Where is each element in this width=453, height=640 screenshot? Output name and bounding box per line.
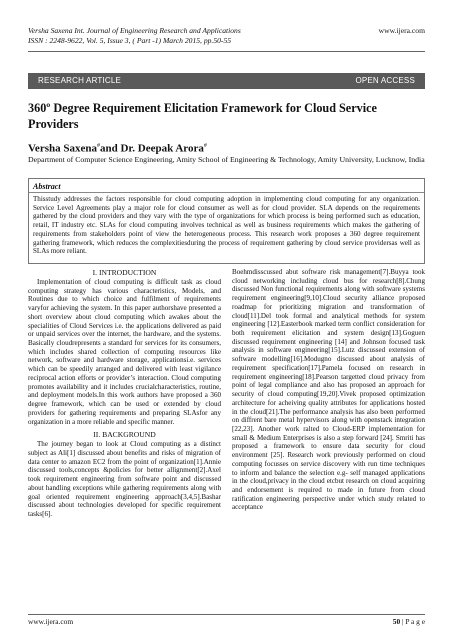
footer-url[interactable]: www.ijera.com [28, 617, 74, 626]
affiliation: Department of Computer Science Engineering, Amity School of Engineering & Technology, Amity University, Lucknow, India [28, 155, 425, 164]
author-secondary-mark: # [203, 143, 207, 149]
article-type-band [28, 73, 425, 89]
left-column [28, 268, 221, 519]
author-primary: Versha Saxena [28, 142, 97, 155]
journal-url[interactable]: www.ijera.com [378, 26, 425, 35]
abstract-box [28, 178, 425, 264]
author-line [28, 140, 207, 156]
header-divider [28, 51, 425, 52]
issn-line: ISSN : 2248-9622, Vol. 5, Issue 3, ( Part -1) March 2015, pp.50-55 [28, 36, 232, 45]
paper-title: 360º Degree Requirement Elicitation Framework for Cloud Service Providers [28, 101, 377, 131]
introduction-text: Implementation of cloud computing is difficult task as cloud computing strategy has various characteristics, Models, and Routines due to which choice and fulfilment of requirements varyfor achieving the system. In this paper authorshave presented a short overview about cloud computing which awakes about the specialities of Cloud Services i.e. the applications delivered as paid or unpaid services over the internet, the hardware, and the systems. Basically cloudrepresents a standard for services for its consumers, which includes shared collection of computing resources like network, software and hardware storage, applicationsi.e. services which can be speedily arranged and delivered with least vigilance reciprocal action efforts or provider’s interaction. Cloud computing promotes availability and it includes crucialcharacteristics, routine, and deployment models.In this work authors have proposed a 360 degree framework, which can be used or extended by cloud providers for gathering requirements and preparing SLAsfor any organization in a more reliable and specific manner. [28, 278, 221, 426]
page-indicator [393, 617, 425, 627]
right-column [232, 268, 425, 512]
abstract-heading: Abstract [29, 182, 424, 193]
page-label: | P a g e [402, 617, 425, 626]
abstract-text: Thisstudy addresses the factors responsible for cloud computing adoption in implementing cloud computing for any organization. Service Level Agreements play a major role for cloud consumer as well as for cloud provider. SLA depends on the requirements gathered by the cloud providers and they vary with the type of organizations for which process is being performed such as education, retail, IT industry etc. SLAs for cloud computing involves technical as well as business requirements which makes the gathering of requirements from stakeholders point of view the heterogeneous process. This research work proposes a 360 degree requirement gathering framework, which reduces the complexitiesduring the process of requirement gathering by cloud service providersas well as SLAs more reliant. [33, 195, 420, 256]
background-continued-text: Boehmdisscussed abut software risk management[7].Buyya took cloud networking including cloud bus for research[8].Chung discussed Non functional requirements along with software systems requirement engineering[9,10].Cloud security alliance proposed roadmap for prioritizing migration and transformation of cloud[11].Del took formal and analytical methods for system engineering [12].Easterbook marked term conflict consideration for both requirement elicitation and system design[13].Goguen discussed requirement engineering [14] and Johnson focused task analysis in software engineering[15].Lutz discussed extension of software modelling[16].Modugno discussed about analysis of requirement specification[17].Pamela focused on research in requirement engineering[18].Pearson targetted cloud privacy from point of legal compliance and also has proposed an approach for security of cloud computing[19,20].Vivek proposed optimization architecture for acheiving quality attributes for applications hosted in the cloud[21].The performance analysis has also been performed on diffrent bare metal hypervisors along with openstack integration [22,23]. Another work ralted to Cloud-ERP implementation for small & Medium Enterprises is also a step forward [24]. Smriti has proposed a framework to ensure data security for cloud environment [25]. Research work previously performed on cloud computing focusses on service discovery with run time techniques to inform and balance the selection e.g- self managed applications in the cloud,privacy in the cloud etcbut research on cloud acquiring and endorsement is required to made in future from cloud ratification engineering perspective under which study related to acceptance [232, 268, 425, 512]
article-type-label: RESEARCH ARTICLE [38, 76, 122, 85]
open-access-label: OPEN ACCESS [355, 76, 415, 85]
journal-header [28, 26, 425, 46]
journal-line: Versha Saxena Int. Journal of Engineering Research and Applications [28, 26, 241, 35]
author-primary-mark: # [96, 143, 100, 149]
page-number: 50 [392, 617, 401, 626]
footer-divider [28, 614, 425, 615]
section-heading-introduction: I. INTRODUCTION [92, 268, 157, 277]
page-footer [28, 617, 425, 627]
author-secondary: and Dr. Deepak Arora [99, 142, 204, 155]
background-text: The journey began to look at Cloud computing as a distinct subject as Ali[1] discussed about benefits and risks of migration of data center to amazon EC2 from the point of organization[1].Annie discussed tools,concepts &policies for better allignment[2].Axel took requirement engineering from software point and discussed about handling exceptions while gathering requirements along with goal oriented requirement engineering approach[3,4,5].Bashar discussed about technologies developed for specific requirement tasks[6]. [28, 440, 221, 518]
section-heading-background: II. BACKGROUND [93, 430, 156, 440]
